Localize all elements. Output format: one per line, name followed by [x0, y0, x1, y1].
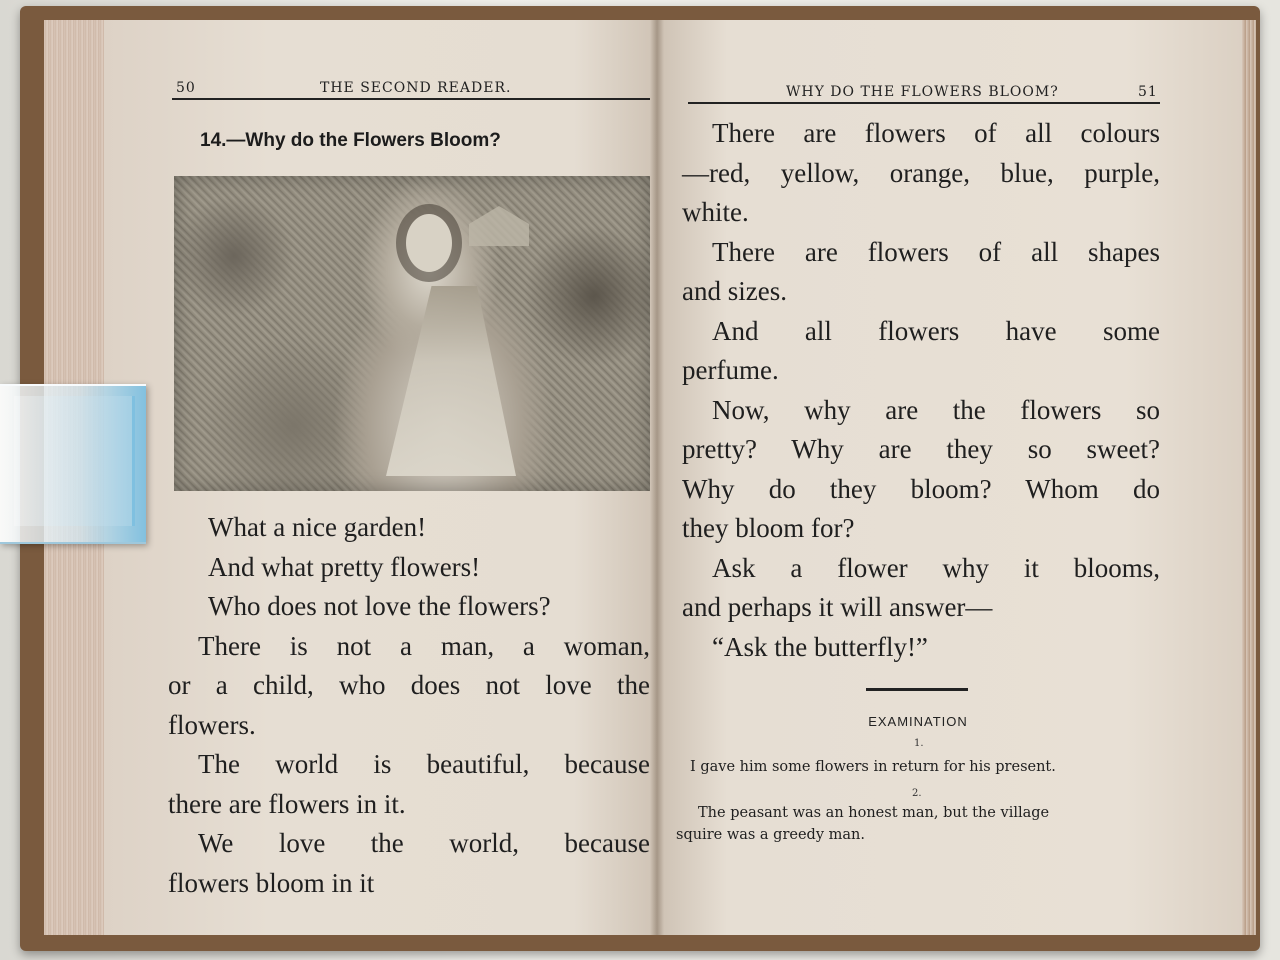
text-line: Why do they bloom? Whom do: [682, 473, 1160, 504]
examination-rule: [866, 688, 968, 691]
text-line: flowers.: [168, 709, 256, 740]
text-line: they bloom for?: [682, 513, 855, 543]
text-line: The world is beautiful, because: [198, 749, 650, 779]
exam-item-number: 1.: [914, 738, 924, 749]
acrylic-page-holder: [0, 384, 146, 544]
text-line: Now, why are the flowers so: [712, 394, 1160, 425]
page-edges-right: [1242, 20, 1256, 935]
house-shape: [469, 206, 529, 246]
text-line: —red, yellow, orange, blue, purple,: [682, 157, 1160, 188]
right-running-head: WHY DO THE FLOWERS BLOOM?: [786, 84, 1059, 100]
left-page-text: [168, 508, 650, 903]
right-page-text: [682, 114, 1160, 667]
text-line: or a child, who does not love the: [168, 670, 650, 700]
text-line: there are flowers in it.: [168, 788, 406, 819]
text-line: And what pretty flowers!: [208, 551, 481, 582]
text-line: And all flowers have some: [712, 315, 1160, 346]
text-line: We love the world, because: [198, 828, 650, 858]
right-page-number: 51: [1138, 84, 1158, 100]
text-line: and sizes.: [682, 276, 787, 306]
left-page-number: 50: [176, 80, 196, 96]
acrylic-holder-inner: [14, 396, 135, 526]
text-line: white.: [682, 197, 749, 227]
exam-item-1: [690, 756, 1056, 778]
text-line: perfume.: [682, 355, 779, 385]
girl-dress-shape: [386, 286, 516, 476]
text-line: Ask a flower why it blooms,: [712, 552, 1160, 583]
text-line: There are flowers of all shapes: [712, 236, 1160, 267]
exam-line: The peasant was an honest man, but the village: [698, 805, 1050, 821]
left-header-rule: [172, 98, 650, 100]
text-line: flowers bloom in it: [168, 867, 375, 898]
exam-line: I gave him some flowers in return for his present.: [690, 759, 1056, 775]
exam-line: squire was a greedy man.: [676, 827, 865, 843]
illustration-photo: [174, 176, 650, 491]
examination-heading: EXAMINATION: [868, 714, 968, 729]
text-line: What a nice garden!: [208, 512, 427, 542]
text-line: pretty? Why are they so sweet?: [682, 434, 1160, 464]
exam-item-2: [676, 802, 1049, 846]
text-line: and perhaps it will answer—: [682, 592, 993, 622]
left-running-head: THE SECOND READER.: [320, 80, 512, 96]
text-line: There are flowers of all colours: [712, 118, 1160, 148]
lesson-title: 14.—Why do the Flowers Bloom?: [200, 130, 501, 151]
book-gutter: [650, 20, 664, 935]
text-line: There is not a man, a woman,: [198, 630, 650, 661]
girl-face-shape: [406, 214, 452, 272]
text-line: Who does not love the flowers?: [208, 591, 551, 621]
text-line: “Ask the butterfly!”: [712, 631, 928, 662]
right-header-rule: [688, 102, 1160, 104]
exam-item-number: 2.: [912, 788, 922, 799]
